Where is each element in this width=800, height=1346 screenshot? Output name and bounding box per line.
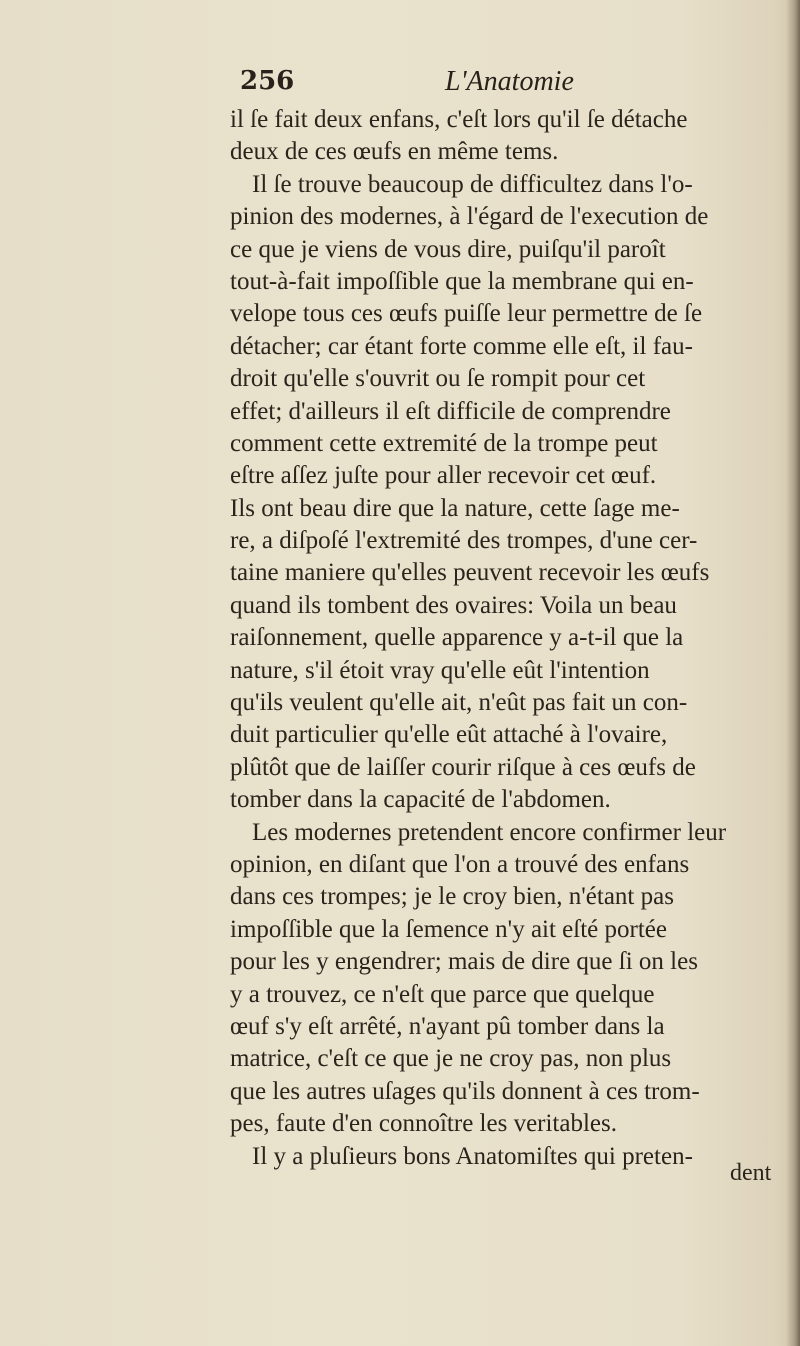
text-line: pes, faute d'en connoître les veritables. [230, 1110, 617, 1138]
text-line: pinion des modernes, à l'égard de l'execution de [230, 203, 709, 231]
text-line: plûtôt que de laiſſer courir riſque à ces œufs de [230, 753, 696, 781]
text-line: taine maniere qu'elles peuvent recevoir les œufs [230, 559, 710, 587]
text-line: deux de ces œufs en même tems. [230, 138, 559, 166]
text-line: tomber dans la capacité de l'abdomen. [230, 786, 611, 814]
text-line: Les modernes pretendent encore confirmer leur [252, 818, 727, 846]
text-line: effet; d'ailleurs il eſt difficile de comprendre [230, 397, 671, 425]
text-line: œuf s'y eſt arrêté, n'ayant pû tomber dans la [230, 1012, 665, 1040]
text-line: pour les y engendrer; mais de dire que ſi on les [230, 948, 698, 976]
text-line: velope tous ces œufs puiſſe leur permettre de ſe [230, 300, 703, 328]
catchword: dent [730, 1160, 772, 1186]
text-line: comment cette extremité de la trompe peut [230, 429, 658, 457]
text-line: détacher; car étant forte comme elle eſt, il fau- [230, 332, 693, 360]
text-line: duit particulier qu'elle eût attaché à l'ovaire, [230, 721, 668, 749]
page-number: 256 [240, 66, 295, 96]
body-text [230, 104, 790, 1173]
running-title: L'Anatomie [445, 66, 574, 97]
text-line: eſtre aſſez juſte pour aller recevoir cet œuf. [230, 462, 657, 490]
page-header [230, 66, 630, 106]
text-line: y a trouvez, ce n'eſt que parce que quelque [230, 980, 655, 1008]
text-line: dans ces trompes; je le croy bien, n'étant pas [230, 883, 674, 911]
text-line: ce que je viens de vous dire, puiſqu'il paroît [230, 235, 666, 263]
text-line: nature, s'il étoit vray qu'elle eût l'intention [230, 656, 650, 684]
text-line: Il ſe trouve beaucoup de difficultez dans l'o- [252, 170, 693, 198]
text-line: quand ils tombent des ovaires: Voila un beau [230, 591, 677, 619]
text-line: que les autres uſages qu'ils donnent à ces trom- [230, 1077, 700, 1105]
text-line: qu'ils veulent qu'elle ait, n'eût pas fait un con- [230, 689, 688, 717]
text-line: impoſſible que la ſemence n'y ait eſté portée [230, 915, 667, 943]
text-line: Ils ont beau dire que la nature, cette ſage me- [230, 494, 680, 522]
text-line: matrice, c'eſt ce que je ne croy pas, non plus [230, 1045, 672, 1073]
text-line: raiſonnement, quelle apparence y a-t-il que la [230, 624, 684, 652]
text-line: tout-à-fait impoſſible que la membrane qui en- [230, 267, 694, 295]
text-line: re, a diſpoſé l'extremité des trompes, d'une cer- [230, 527, 698, 555]
text-line: Il y a pluſieurs bons Anatomiſtes qui preten- [252, 1142, 693, 1170]
text-line: opinion, en diſant que l'on a trouvé des enfans [230, 850, 690, 878]
text-line: il ſe fait deux enfans, c'eſt lors qu'il ſe détache [230, 106, 688, 133]
text-line: droit qu'elle s'ouvrit ou ſe rompit pour cet [230, 365, 646, 393]
